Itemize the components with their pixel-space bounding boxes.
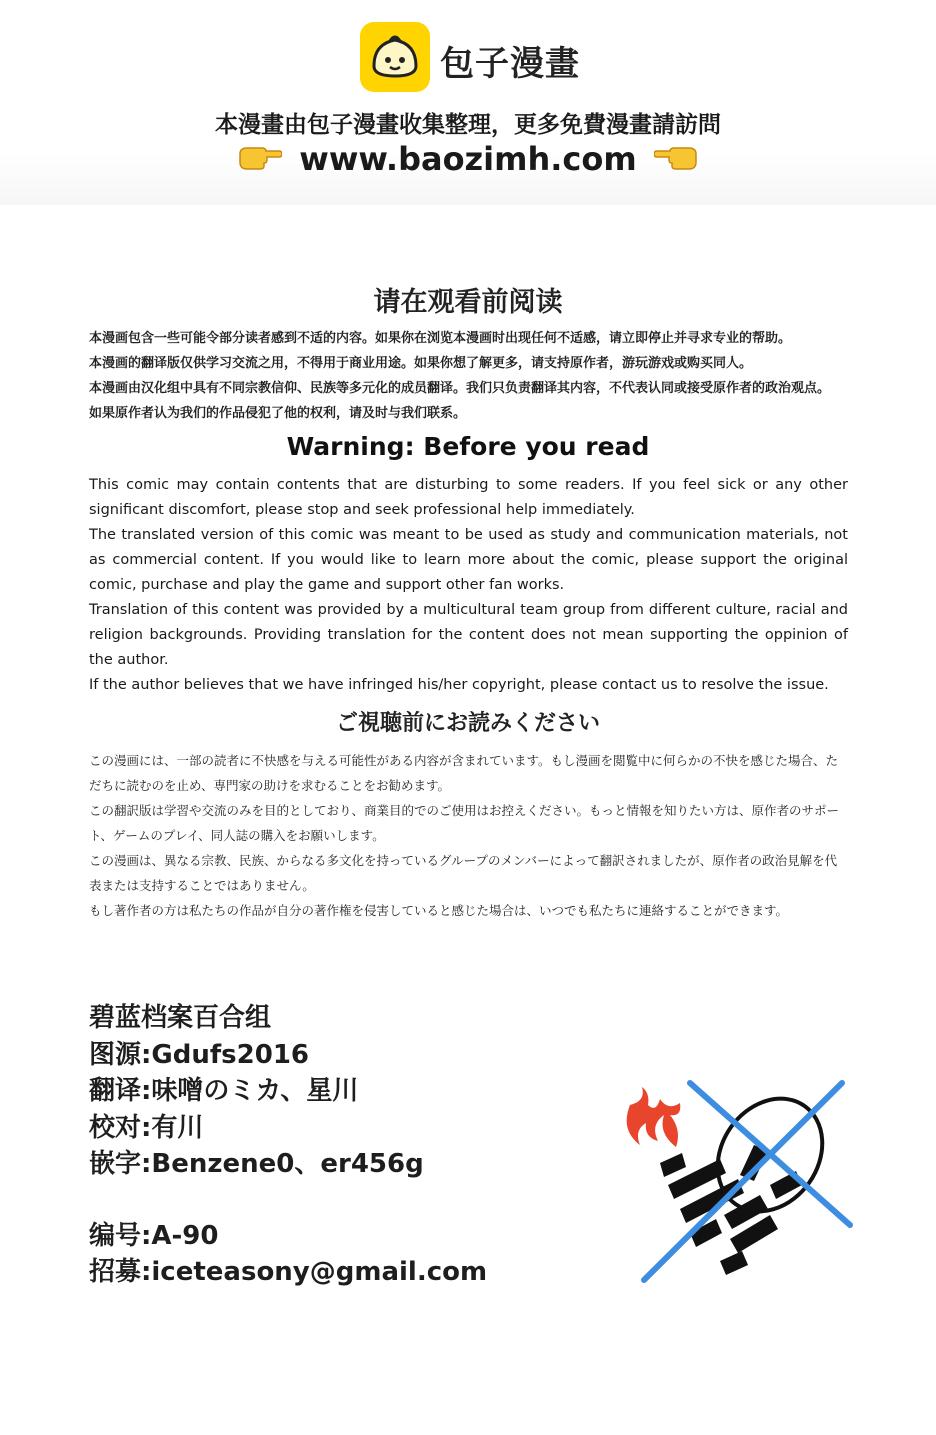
- notice-line: 本漫画包含一些可能令部分读者感到不适的内容。如果你在浏览本漫画时出现任何不适感，请立即停止并寻求专业的帮助。: [89, 331, 792, 346]
- chinese-notice-body: [89, 326, 848, 426]
- notice-line: If the author believes that we have infringed his/her copyright, please contact us to resolve the issue.: [89, 677, 829, 693]
- notice-line: The translated version of this comic was meant to be used as study and communication materials, not as commercial content. If you would like to learn more about the comic, please support the original comic, purchase and play the game and support other fan works.: [89, 527, 848, 593]
- english-notice-title: Warning: Before you read: [286, 432, 650, 461]
- group-name: 碧蓝档案百合组: [89, 1003, 272, 1033]
- notice-line: この漫画には、一部の読者に不快感を与える可能性がある内容が含まれています。もし漫画を閲覧中に何らかの不快を感じた場合、ただちに読むのを止め、専門家の助けを求むることをお勧めます。: [89, 753, 839, 793]
- notice-line: Translation of this content was provided by a multicultural team group from different culture, racial and religion backgrounds. Providing translation for the content does not mean supporting the oppinion of the author.: [89, 602, 848, 668]
- brand-name: 包子漫畫: [440, 44, 580, 84]
- credits-block: [89, 1000, 487, 1291]
- japanese-notice-title: ご視聴前にお読みください: [335, 711, 600, 736]
- site-url-link[interactable]: www.baozimh.com: [299, 140, 637, 178]
- notice-line: もし著作者の方は私たちの作品が自分の著作権を侵害していると感じた場合は、いつでも私たちに連絡することができます。: [89, 903, 789, 918]
- url-row: [0, 140, 936, 180]
- collect-notice: 本漫畫由包子漫畫收集整理，更多免費漫畫請訪問: [215, 112, 721, 138]
- credit-proofread: 校对:有川: [89, 1112, 204, 1143]
- notice-line: 本漫画的翻译版仅供学习交流之用，不得用于商业用途。如果你想了解更多，请支持原作者，游玩游戏或购买同人。: [89, 356, 753, 371]
- team-emblem-icon: [620, 1075, 860, 1290]
- pointing-hand-icon: [238, 142, 282, 176]
- japanese-notice-body: [89, 748, 848, 923]
- credit-source: 图源:Gdufs2016: [89, 1039, 310, 1070]
- english-notice-body: [89, 473, 848, 698]
- credit-translation: 翻译:味噌のミカ、星川: [89, 1076, 359, 1106]
- bun-mascot-icon: [360, 22, 430, 92]
- notice-line: 如果原作者认为我们的作品侵犯了他的权利，请及时与我们联系。: [89, 406, 467, 421]
- notice-line: この翻訳版は学習や交流のみを目的としており、商業目的でのご使用はお控えください。もっと情報を知りたい方は、原作者のサポート、ゲームのプレイ、同人誌の購入をお願いします。: [89, 803, 840, 843]
- recruit-email[interactable]: 招募:iceteasony@gmail.com: [89, 1257, 488, 1287]
- notice-line: This comic may contain contents that are disturbing to some readers. If you feel sick or any other significant discomfort, please stop and seek professional help immediately.: [89, 477, 848, 518]
- spacer: [89, 1183, 487, 1218]
- brand[interactable]: [360, 22, 600, 94]
- pointing-hand-icon: [654, 142, 698, 176]
- chinese-notice-title: 请在观看前阅读: [373, 287, 563, 318]
- credit-typeset: 嵌字:Benzene0、er456g: [89, 1149, 424, 1179]
- site-header: [0, 0, 936, 205]
- notice-line: 本漫画由汉化组中具有不同宗教信仰、民族等多元化的成员翻译。我们只负责翻译其内容，不代表认同或接受原作者的政治观点。: [89, 381, 831, 396]
- notice-line: この漫画は、異なる宗教、民族、からなる多文化を持っているグループのメンバーによって翻訳されましたが、原作者の政治見解を代表または支持することではありません。: [89, 853, 838, 893]
- credit-number: 编号:A-90: [89, 1220, 219, 1251]
